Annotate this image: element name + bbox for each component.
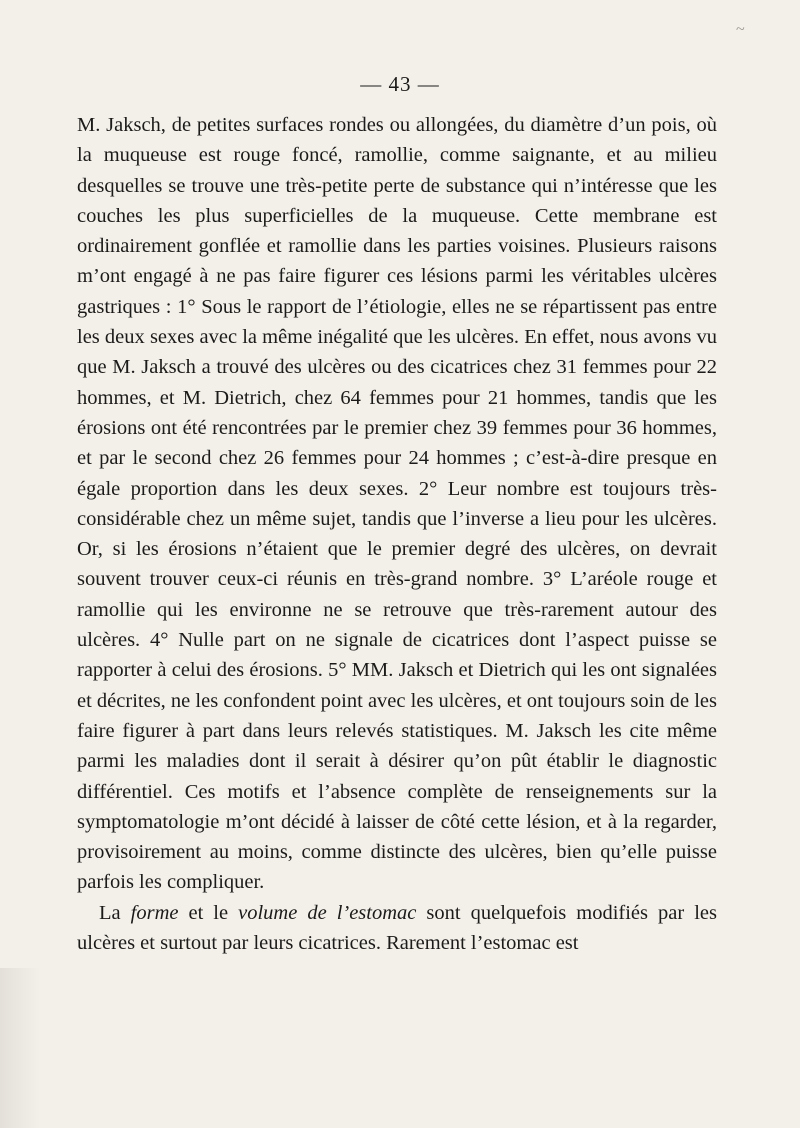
text-run: sont quelquefois modifiés par les ulcères et surtout par leurs cicatrices. Rarement l’estomac est <box>77 901 717 955</box>
print-mark: ~ <box>736 21 745 38</box>
italic-term: forme <box>130 901 179 924</box>
page-number: — 43 — <box>360 72 440 96</box>
italic-term: volume de l’estomac <box>238 901 417 924</box>
paragraph: M. Jaksch, de petites surfaces rondes ou allongées, du diamètre d’un pois, où la muqueuse est rouge foncé, ramollie, comme saignante, et au milieu desquelles se trouve une très-petite perte de substance qui n’intéresse que les couches les plus superficielles de la muqueuse. Cette membrane est ordinairement gonflée et ramollie dans les parties voisines. Plusieurs raisons m’ont engagé à ne pas faire figurer ces lésions parmi les véritables ulcères gastriques : 1° Sous le rapport de l’étiologie, elles ne se répartissent pas entre les deux sexes avec la même inégalité que les ulcères. En effet, nous avons vu que M. Jaksch a trouvé des ulcères ou des cicatrices chez 31 femmes pour 22 hommes, et M. Dietrich, chez 64 femmes pour 21 hommes, tandis que les érosions ont été rencontrées par le premier chez 39 femmes pour 36 hommes, et par le second chez 26 femmes pour 24 hommes ; c’est-à-dire presque en égale proportion dans les deux sexes. 2° Leur nombre est toujours très-considérable chez un même sujet, tandis que l’inverse a lieu pour les ulcères. Or, si les érosions n’étaient que le premier degré des ulcères, on devrait souvent trouver ceux-ci réunis en très-grand nombre. 3° L’aréole rouge et ramollie qui les environne ne se retrouve que très-rarement autour des ulcères. 4° Nulle part on ne signale de cicatrices dont l’aspect puisse se rapporter à celui des érosions. 5° MM. Jaksch et Dietrich qui les ont signalées et décrites, ne les confondent point avec les ulcères, et ont toujours soin de les faire figurer à part dans leurs relevés statistiques. M. Jaksch les cite même parmi les maladies dont il serait à désirer qu’on pût établir le diagnostic différentiel. Ces motifs et l’absence complète de renseignements sur la symptomatologie m’ont décidé à laisser de côté cette lésion, et à la regarder, provisoirement au moins, comme distincte des ulcères, bien qu’elle puisse parfois les compliquer. <box>77 114 717 894</box>
body-text <box>77 110 717 958</box>
page-edge-shadow <box>0 968 40 1128</box>
text-run: La <box>99 901 131 924</box>
paragraph-last <box>77 898 717 959</box>
text-run: et le <box>178 901 239 924</box>
